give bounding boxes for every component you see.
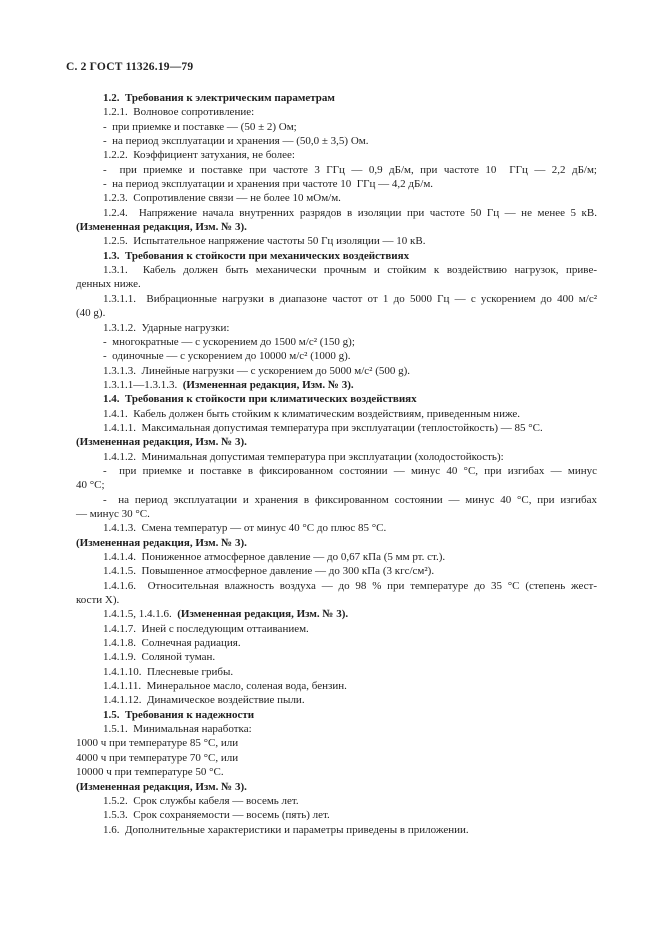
text-line: 1.4.1.2. Минимальная допустимая температура при эксплуатации (холодостойкость): — [103, 450, 504, 463]
text-line: 1.5.1. Минимальная наработка: — [103, 723, 252, 736]
text-line: (Измененная редакция, Изм. № 3). — [76, 780, 247, 793]
text-line: 1.2.5. Испытательное напряжение частоты 50 Гц изоляции — 10 кВ. — [103, 235, 426, 248]
text-line: - многократные — с ускорением до 1500 м/с² (150 g); — [103, 335, 355, 348]
text-line: 1.4.1.5. Повышенное атмосферное давление — до 300 кПа (3 кгс/см²). — [103, 565, 435, 578]
text-line: 1.4.1.3. Смена температур — от минус 40 °С до плюс 85 °С. — [103, 522, 387, 535]
text-line: 1.3.1.3. Линейные нагрузки — с ускорением до 5000 м/с² (500 g). — [103, 364, 411, 377]
text-line: 1.2.1. Волновое сопротивление: — [103, 106, 255, 119]
text-line: 1.5.2. Срок службы кабеля — восемь лет. — [103, 794, 299, 807]
text-line: - одиночные — с ускорением до 10000 м/с² (1000 g). — [103, 350, 351, 363]
text-line: - при приемке и поставке при частоте 3 ГГц — 0,9 дБ/м, при частоте 10 ГГц — 2,2 дБ/м; — [103, 163, 597, 176]
text-line: 1.4. Требования к стойкости при климатических воздействиях — [103, 393, 417, 406]
text-line: 1.6. Дополнительные характеристики и параметры приведены в приложении. — [103, 823, 469, 836]
text-line: — минус 30 °С. — [76, 507, 150, 520]
text-line: (Измененная редакция, Изм. № 3). — [76, 536, 247, 549]
text-line: 1.5. Требования к надежности — [103, 708, 255, 721]
text-line: 1.3.1.1—1.3.1.3. (Измененная редакция, Изм. № 3). — [103, 378, 354, 391]
text-line: кости Х). — [76, 594, 120, 607]
text-line: - при приемке и поставке — (50 ± 2) Ом; — [103, 120, 297, 133]
text-line: 1.4.1.7. Иней с последующим оттаиванием. — [103, 622, 309, 635]
text-line: - на период эксплуатации и хранения — (50,0 ± 3,5) Ом. — [103, 135, 369, 148]
text-line: 1.4.1.9. Соляной туман. — [103, 651, 216, 664]
text-line: 1.3.1.1. Вибрационные нагрузки в диапазоне частот от 1 до 5000 Гц — с ускорением до 400 м/с² — [103, 292, 597, 305]
text-line: 1.4.1.5, 1.4.1.6. (Измененная редакция, Изм. № 3). — [103, 608, 349, 621]
text-line: 1.4.1.1. Максимальная допустимая температура при эксплуатации (теплостойкость) — 85 °С. — [103, 421, 543, 434]
text-line: 1.4.1.8. Солнечная радиация. — [103, 637, 241, 650]
text-line: 1.3.1.2. Ударные нагрузки: — [103, 321, 230, 334]
text-line: - на период эксплуатации и хранения в фиксированном состоянии — минус 40 °С, при изгибах — [103, 493, 597, 506]
text-line: 1.5.3. Срок сохраняемости — восемь (пять) лет. — [103, 809, 330, 822]
text-line: (40 g). — [76, 307, 106, 320]
text-line: 1.4.1.4. Пониженное атмосферное давление — до 0,67 кПа (5 мм рт. ст.). — [103, 551, 446, 563]
text-line: 1.2.3. Сопротивление связи — не более 10 мОм/м. — [103, 192, 341, 205]
text-line: (Измененная редакция, Изм. № 3). — [76, 436, 247, 449]
text-line: 1.4.1. Кабель должен быть стойким к климатическим воздействиям, приведенным ниже. — [103, 407, 521, 420]
text-line: 1.3. Требования к стойкости при механических воздействиях — [103, 249, 410, 262]
text-line: 1.3.1. Кабель должен быть механически прочным и стойким к воздействию нагрузок, приве- — [103, 264, 597, 277]
text-line: 1.4.1.11. Минеральное масло, соленая вода, бензин. — [103, 680, 347, 693]
text-line: 1.2.2. Коэффициент затухания, не более: — [103, 149, 295, 162]
text-line: 10000 ч при температуре 50 °С. — [76, 766, 224, 779]
text-line: - на период эксплуатации и хранения при частоте 10 ГГц — 4,2 дБ/м. — [103, 178, 434, 191]
text-line: (Измененная редакция, Изм. № 3). — [76, 221, 247, 234]
text-line: 1.2. Требования к электрическим параметрам — [103, 92, 335, 104]
document-body — [76, 91, 597, 837]
page-header: С. 2 ГОСТ 11326.19—79 — [66, 61, 194, 73]
text-line: 1000 ч при температуре 85 °С, или — [76, 737, 239, 750]
text-line: 1.4.1.6. Относительная влажность воздуха — до 98 % при температуре до 35 °С (степень жест- — [103, 579, 597, 592]
text-line: денных ниже. — [76, 278, 141, 291]
text-line: - при приемке и поставке в фиксированном состоянии — минус 40 °С, при изгибах — минус — [103, 464, 597, 477]
text-line: 1.4.1.10. Плесневые грибы. — [103, 665, 234, 678]
text-line: 1.2.4. Напряжение начала внутренних разрядов в изоляции при частоте 50 Гц — не менее 5 кВ. — [103, 206, 597, 219]
text-line: 1.4.1.12. Динамическое воздействие пыли. — [103, 694, 305, 707]
text-line: 4000 ч при температуре 70 °С, или — [76, 751, 239, 764]
text-line: 40 °С; — [76, 479, 105, 492]
